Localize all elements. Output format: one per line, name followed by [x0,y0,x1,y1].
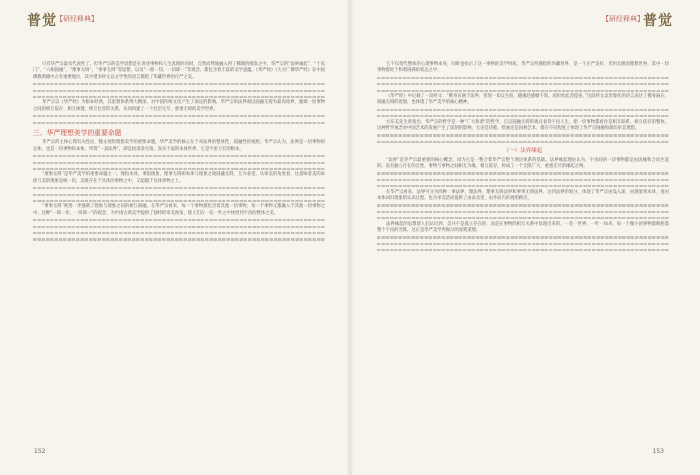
right-paragraph: 法界缘起的思想使人们认识到，美并不是孤立存在的，而是在事物的相互关系中显现出来的。一花一世界，一叶一如来，每一个微小的事物都映照着整个宇宙的光辉，这正是华严美学所揭示的深刻道理。 [377,221,669,233]
right-page-body [377,62,669,254]
right-header-logo: 普觉 [643,13,673,29]
right-text-line [377,113,669,119]
left-header-logo: 普觉 [27,13,57,29]
right-header-series: 【研经释典】 [602,15,644,23]
right-text-line [377,139,669,145]
right-paragraph: 《华严经》中记载了一段经文：“佛身充满于法界，普现一切众生前，随缘赴感靡不周，而恒处此菩提座。”这段经文以形象化的语言表达了佛身遍在、圆融无碍的思想，也体现了华严美学的核心精神。 [377,93,669,106]
left-page-body [33,62,325,243]
left-text-line [33,198,325,204]
section-heading: 三、华严理想美学的重要命题 [33,128,122,137]
right-paragraph: 方东美先生曾指出，华严宗的哲学是一种“广大和谐”的哲学，它以圆融无碍的观点看待宇宙人生，把一切事物都看作是相互联系、相互依存的整体。这种哲学观念对中国艺术的发展产生了深刻的影响，无论是诗歌、绘画还是园林艺术，都在不同程度上体现了华严宗圆融和谐的审美理想。 [377,119,669,131]
left-header-series: 【研经释典】 [56,15,98,23]
right-text-line [377,215,669,221]
right-paragraph: “法界”是华严宗最重要的核心概念，因为它是一整合着华严宗整个理论体系的基础。法界缘起理论认为，宇宙间的一切事物都是由因缘和合而生起的，没有独立存在的自性，事物与事物之间相互为缘、相互依存，构成了一个无限广大、重重无尽的缘起之网。 [377,157,669,169]
right-page [350,0,700,475]
right-paragraph: 它不仅指代整体的心理事物本身，同时也指示了这一事物的美学特质。华严宗所描绘的华藏世界，是一个庄严美好、光明无限的理想世界，其中一切事物都处于和谐圆满的状态之中。 [377,62,669,74]
left-paragraph: “事事无碍”则进一步强调了现象与现象之间的相互圆融。在华严宗看来，每一个事物都包含着其他一切事物，每一个事物又都融入于其他一切事物之中。这种“一即一切，一切即一”的观念，为中国古典美学提供了独特的审美视角，使人们在一花一叶之中体悟到宇宙的整体之美。 [33,204,325,216]
right-text-line [377,183,669,189]
left-page-number: 152 [34,448,46,455]
right-paragraph: 在华严宗看来，法界可分为四种：事法界、理法界、理事无碍法界和事事无碍法界。这四法界的划分，体现了华严宗由浅入深、由现象到本体、再由本体回归现象的认识过程，也为审美活动提供了由表及里、由外而内的观照路径。 [377,189,669,201]
left-text-line [33,236,325,242]
left-text-line [33,166,325,172]
right-text-line [377,247,669,253]
left-paragraph: “理事无碍”是华严美学的重要命题之一。理指本体，事指现象，理事无碍即本体与现象之间圆融无碍、互为表里。从审美的角度看，这意味着美的本体与美的现象是统一的，美既存在于具体的事物之中，又超越于具体事物之上。 [33,172,325,184]
right-text-line [377,88,669,94]
left-paragraph: 只有华严宗最具代表性了。但华严宗的美学思想是在讲述事物和人生真理的同时，自然而然地融入到了佛理的阐发之中。华严宗的“法界缘起”、“十玄门”、“六相圆融”、“理事无碍”、“事事无碍”等思想，以及“一即一切，一切即一”等观念，都包含着丰富的美学意蕴。《华严经》《大方广佛华严经》在中国佛教典籍中占有重要地位，其中诸多经文以文学性的语言描绘了华藏世界的庄严之美。 [33,62,325,80]
left-paragraph: 华严宗的主体心理有关性论，随文观察理想美学的重要命题。华严美学的核心在于对法界的整体性、圆融性的观照。华严宗认为，法界是一切事物的总体，也是一切事物的本体。所谓“一真法界”，即是指清净无染、真实不虚的本体世界，它是宇宙万有的根本。 [33,140,325,152]
subsection-heading: （一）法界缘起 [503,148,543,155]
left-text-line [33,94,325,100]
left-text-line [33,120,325,126]
left-paragraph: 华严宗以《华严经》为根本经典，其思想体系博大精深，对中国传统文化产生了深远的影响。华严宗的法界观以圆融无碍为最高境界，强调一切事物之间的相互依存、相互渗透、相互包容的关系，从而构建了一个层层无尽、重重无碍的美学世界。 [33,100,325,112]
right-page-number: 153 [652,448,664,455]
book-gutter [346,0,354,475]
